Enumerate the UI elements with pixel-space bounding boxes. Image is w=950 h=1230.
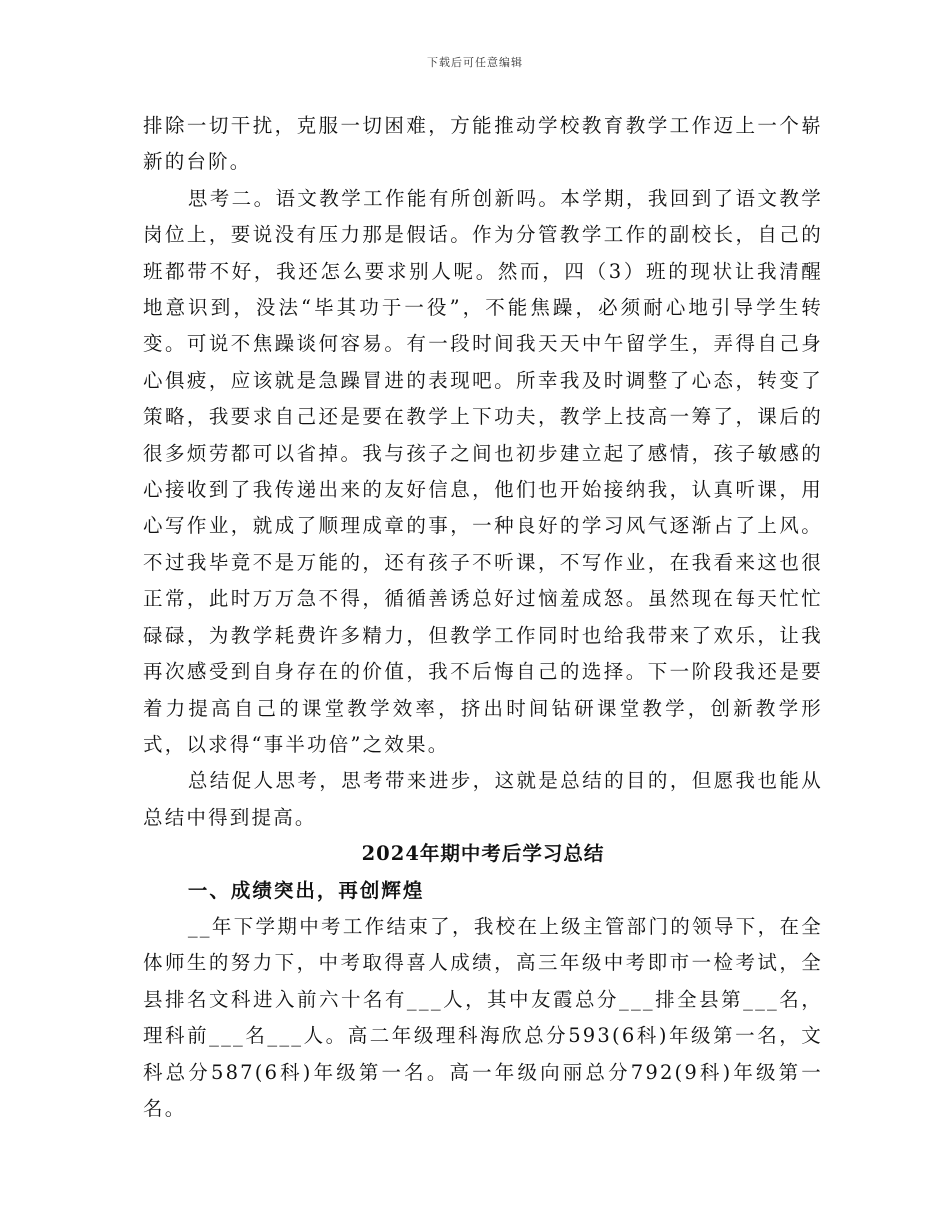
paragraph-thinking-two: 思考二。语文教学工作能有所创新吗。本学期，我回到了语文教学岗位上，要说没有压力那是假话。作为分管教学工作的副校长，自己的班都带不好，我还怎么要求别人呢。然而，四（3）班的现状让我清醒地意识到，没法“毕其功于一役”，不能焦躁，必须耐心地引导学生转变。可说不焦躁谈何容易。有一段时间我天天中午留学生，弄得自己身心俱疲，应该就是急躁冒进的表现吧。所幸我及时调整了心态，转变了策略，我要求自己还是要在教学上下功夫，教学上技高一筹了，课后的很多烦劳都可以省掉。我与孩子之间也初步建立起了感情，孩子敏感的心接收到了我传递出来的友好信息，他们也开始接纳我，认真听课，用心写作业，就成了顺理成章的事，一种良好的学习风气逐渐占了上风。不过我毕竟不是万能的，还有孩子不听课，不写作业，在我看来这也很正常，此时万万急不得，循循善诱总好过恼羞成怒。虽然现在每天忙忙碌碌，为教学耗费许多精力，但教学工作同时也给我带来了欢乐，让我再次感受到自身存在的价值，我不后悔自己的选择。下一阶段我还是要着力提高自己的课堂教学效率，挤出时间钻研课堂教学，创新教学形式，以求得“事半功倍”之效果。 xyxy=(143,186,823,756)
header-note: 下载后可任意编辑 xyxy=(427,56,523,69)
section-heading: 一、成绩突出，再创辉煌 xyxy=(187,878,425,902)
section-title: 2024年期中考后学习总结 xyxy=(361,842,605,866)
paragraph-summary-conclusion: 总结促人思考，思考带来进步，这就是总结的目的，但愿我也能从总结中得到提高。 xyxy=(143,769,823,829)
paragraph-continuation: 排除一切干扰，克服一切困难，方能推动学校教育教学工作迈上一个崭新的台阶。 xyxy=(143,114,823,174)
document-body xyxy=(143,108,823,1127)
section-body-paragraph: __年下学期中考工作结束了，我校在上级主管部门的领导下，在全体师生的努力下，中考取得喜人成绩，高三年级中考即市一检考试，全县排名文科进入前六十名有___人，其中友霞总分___排全县第___名，理科前___名___人。高二年级理科海欣总分593(6科)年级第一名，文科总分587(6科)年级第一名。高一年级向丽总分792(9科)年级第一名。 xyxy=(143,914,823,1120)
